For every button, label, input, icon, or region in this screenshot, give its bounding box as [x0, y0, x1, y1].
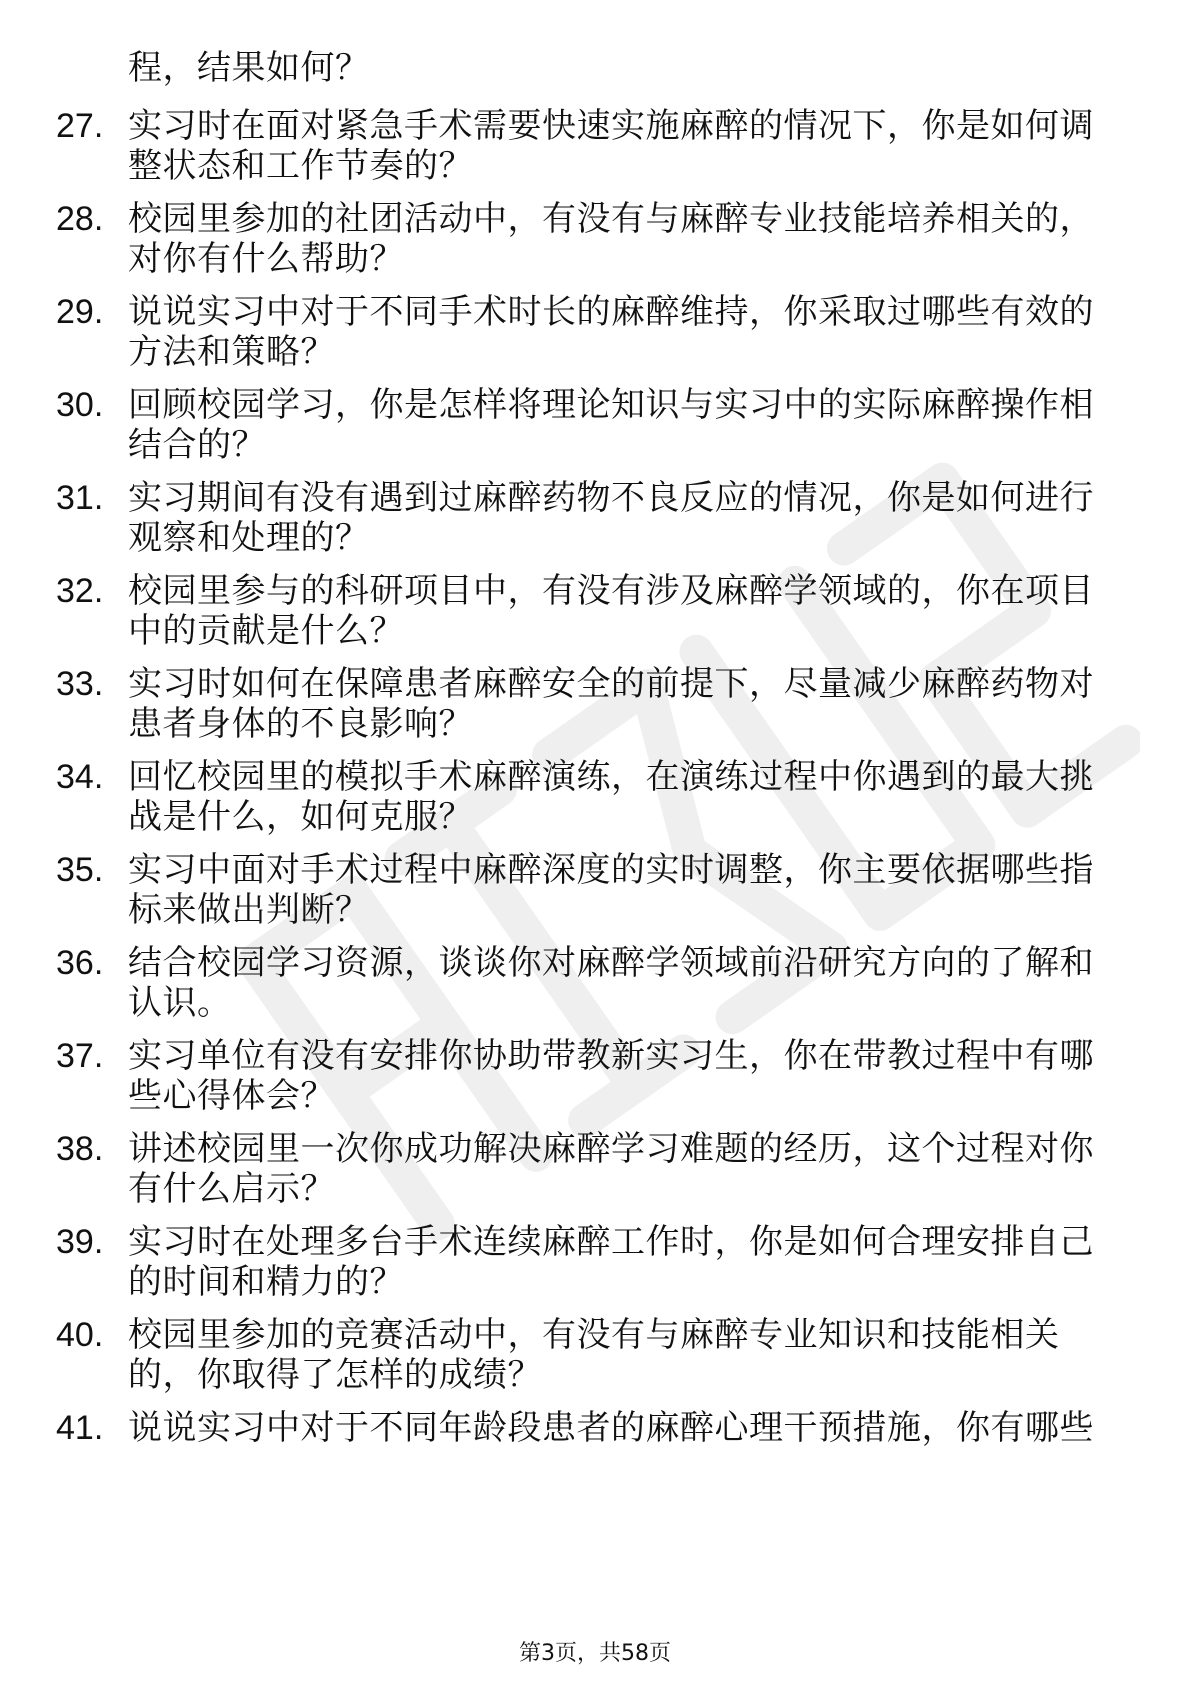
question-number: 30. [56, 386, 104, 424]
question-text-line: 认识。 [128, 983, 232, 1023]
question-text-line: 回忆校园里的模拟手术麻醉演练，在演练过程中你遇到的最大挑 [128, 757, 1094, 797]
question-text-line: 患者身体的不良影响？ [128, 704, 473, 744]
question-text-line: 回顾校园学习，你是怎样将理论知识与实习中的实际麻醉操作相 [128, 385, 1094, 425]
question-text-line: 标来做出判断？ [128, 890, 370, 930]
question-text-line: 实习单位有没有安排你协助带教新实习生，你在带教过程中有哪 [128, 1036, 1094, 1076]
question-text-line: 有什么启示？ [128, 1169, 335, 1209]
question-text-line: 校园里参加的竞赛活动中，有没有与麻醉专业知识和技能相关 [128, 1315, 1060, 1355]
question-number: 29. [56, 293, 104, 331]
question-number: 31. [56, 479, 104, 517]
question-text-line: 实习时在处理多台手术连续麻醉工作时，你是如何合理安排自己 [128, 1222, 1094, 1262]
question-number: 39. [56, 1223, 104, 1261]
question-number: 40. [56, 1316, 104, 1354]
question-number: 38. [56, 1130, 104, 1168]
question-number: 27. [56, 107, 104, 145]
question-text-line: 方法和策略？ [128, 332, 335, 372]
question-text-line: 整状态和工作节奏的？ [128, 146, 473, 186]
question-number: 33. [56, 665, 104, 703]
question-number: 34. [56, 758, 104, 796]
question-text-line: 讲述校园里一次你成功解决麻醉学习难题的经历，这个过程对你 [128, 1129, 1094, 1169]
question-text-line: 实习期间有没有遇到过麻醉药物不良反应的情况，你是如何进行 [128, 478, 1094, 518]
question-text-line: 的时间和精力的？ [128, 1262, 404, 1302]
question-text-line: 说说实习中对于不同年龄段患者的麻醉心理干预措施，你有哪些 [128, 1408, 1094, 1448]
question-text-line: 对你有什么帮助？ [128, 239, 404, 279]
question-text-line: 些心得体会？ [128, 1076, 335, 1116]
question-text-line: 校园里参与的科研项目中，有没有涉及麻醉学领域的，你在项目 [128, 571, 1094, 611]
question-text-line: 观察和处理的？ [128, 518, 370, 558]
question-text-line: 实习时如何在保障患者麻醉安全的前提下，尽量减少麻醉药物对 [128, 664, 1094, 704]
question-number: 28. [56, 200, 104, 238]
question-text-line: 结合校园学习资源，谈谈你对麻醉学领域前沿研究方向的了解和 [128, 943, 1094, 983]
question-number: 35. [56, 851, 104, 889]
question-text-line: 实习时在面对紧急手术需要快速实施麻醉的情况下，你是如何调 [128, 106, 1094, 146]
continued-question-text: 程，结果如何？ [128, 48, 370, 88]
question-number: 37. [56, 1037, 104, 1075]
question-text-line: 实习中面对手术过程中麻醉深度的实时调整，你主要依据哪些指 [128, 850, 1094, 890]
page-footer: 第3页，共58页 [519, 1641, 671, 1666]
question-text-line: 校园里参加的社团活动中，有没有与麻醉专业技能培养相关的， [128, 199, 1094, 239]
question-text-line: 中的贡献是什么？ [128, 611, 404, 651]
question-number: 36. [56, 944, 104, 982]
question-text-line: 战是什么，如何克服？ [128, 797, 473, 837]
question-text-line: 说说实习中对于不同手术时长的麻醉维持，你采取过哪些有效的 [128, 292, 1094, 332]
question-text-line: 的，你取得了怎样的成绩？ [128, 1355, 542, 1395]
question-number: 32. [56, 572, 104, 610]
question-text-line: 结合的？ [128, 425, 266, 465]
question-number: 41. [56, 1409, 104, 1447]
